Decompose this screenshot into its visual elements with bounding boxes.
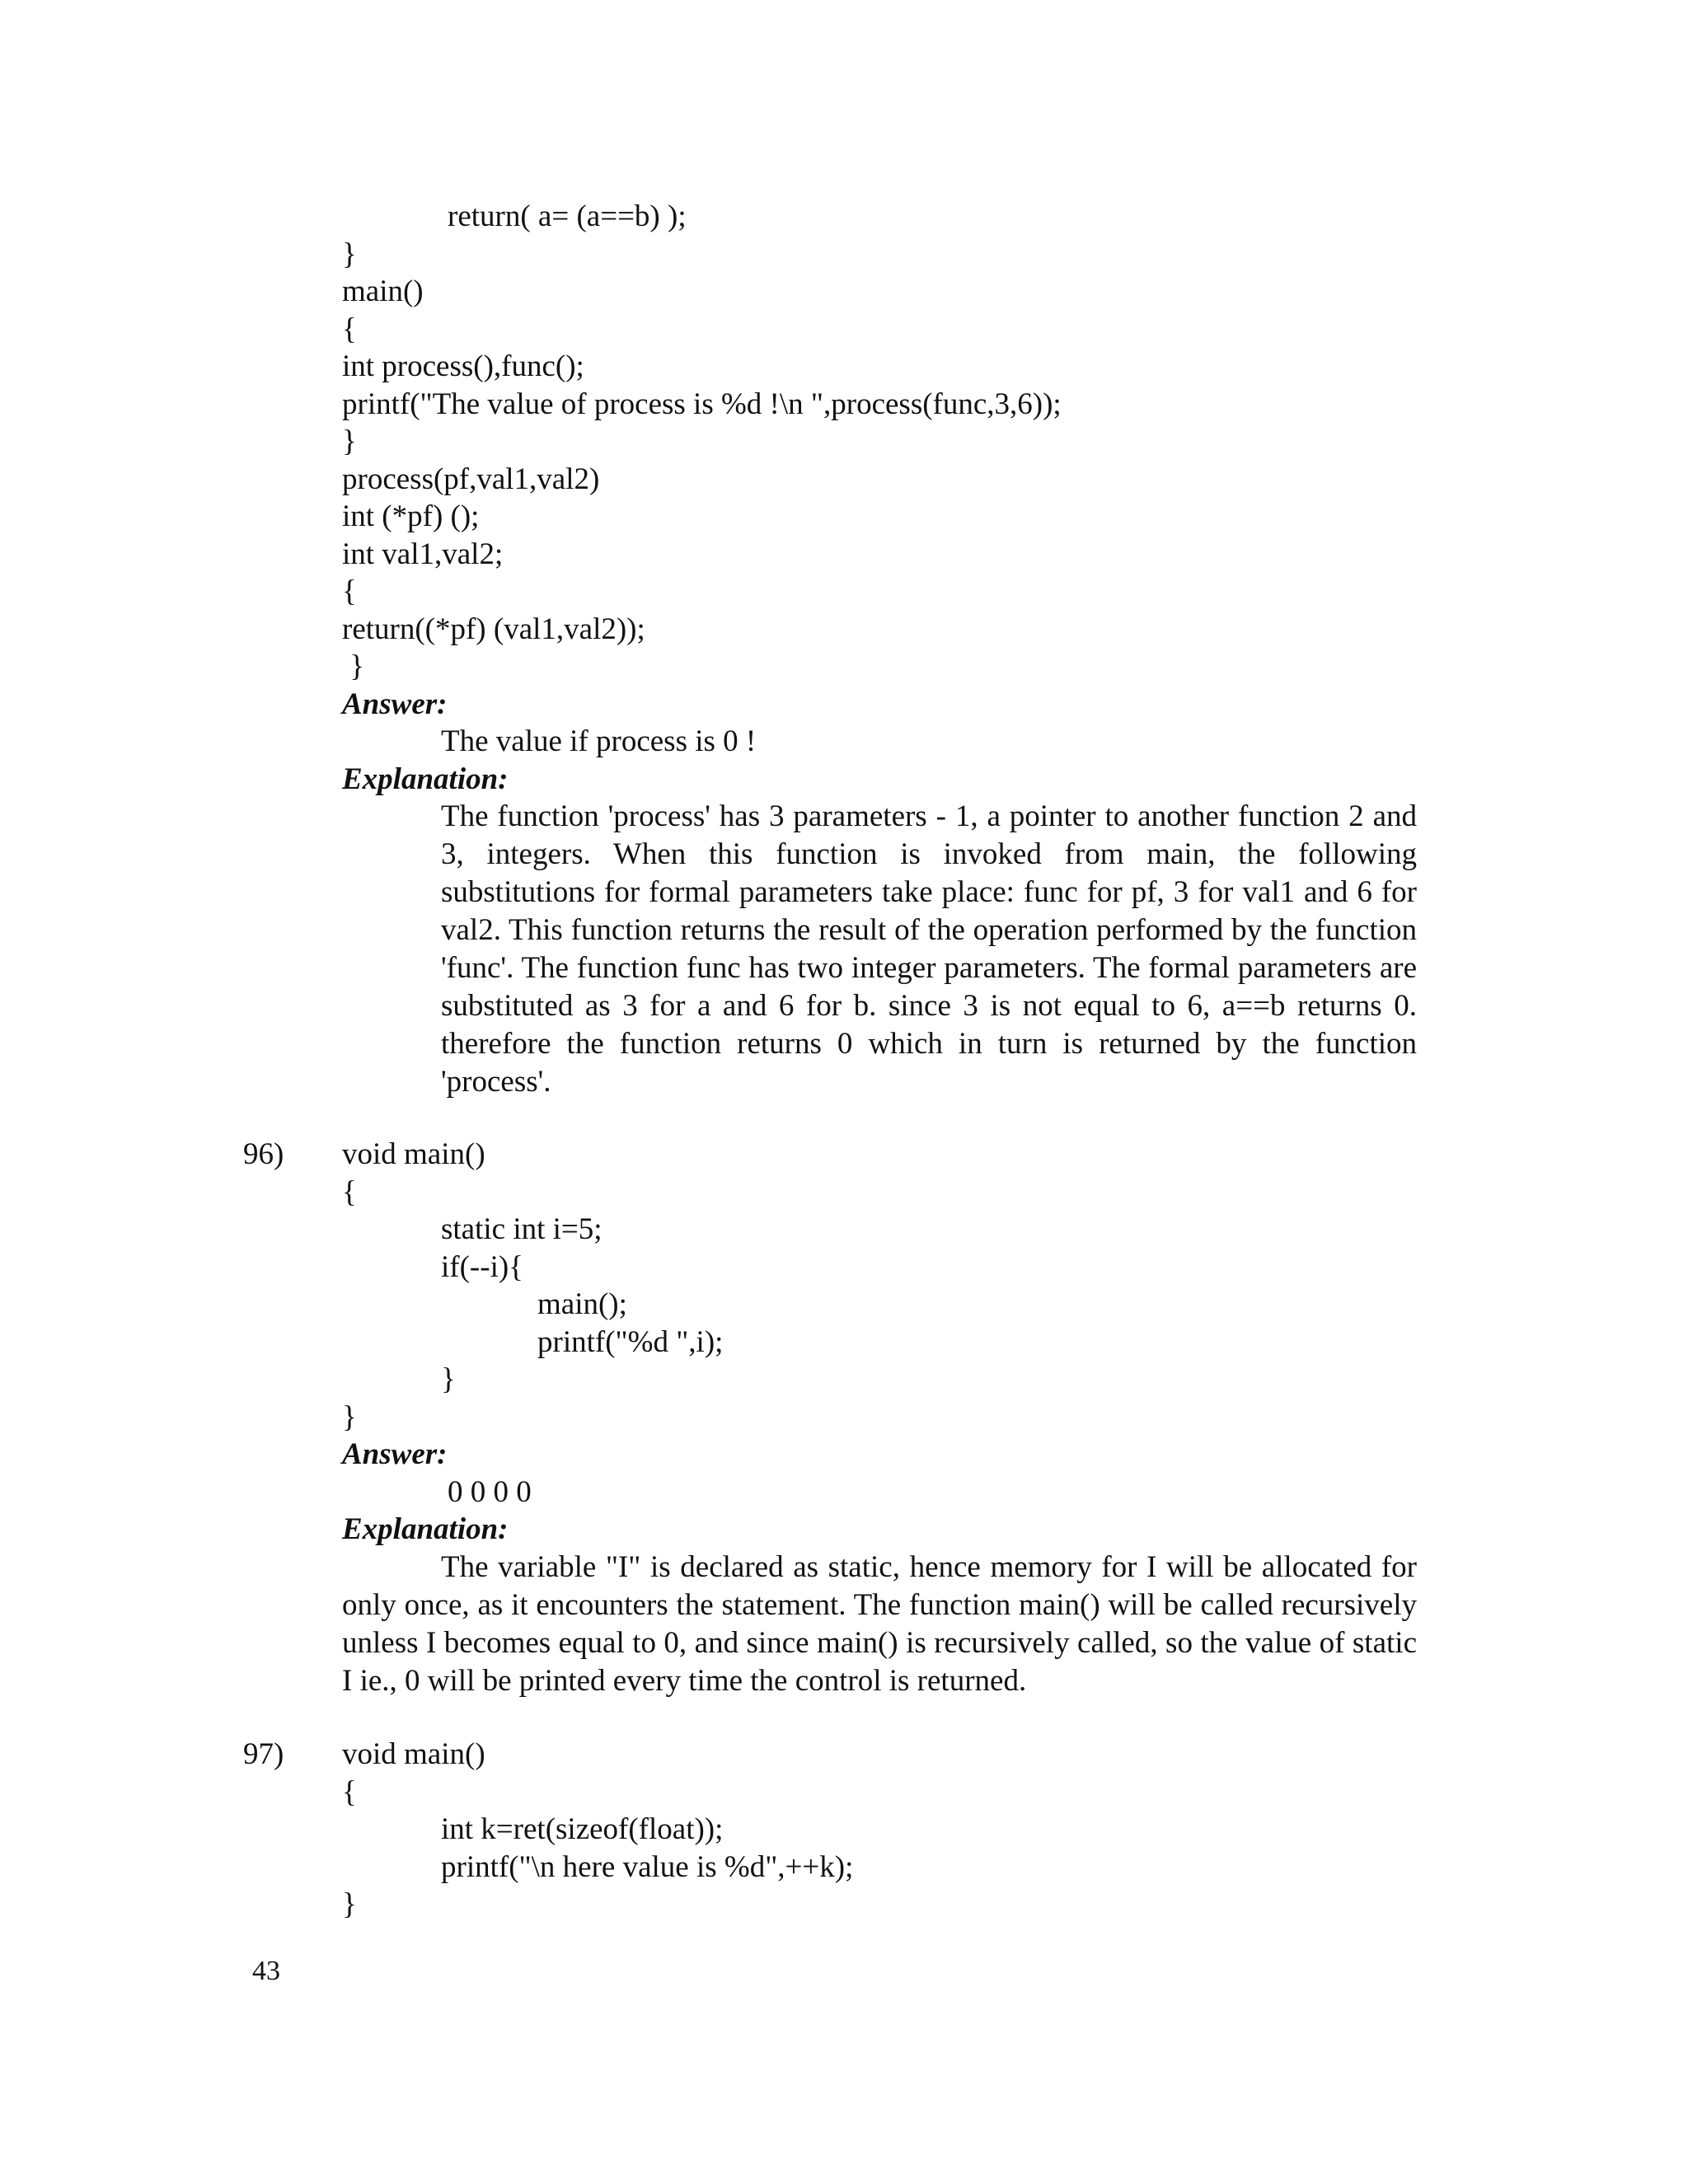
answer-text: The value if process is 0 ! — [441, 724, 757, 758]
explanation-heading: Explanation: — [342, 1512, 509, 1546]
answer-heading: Answer: — [342, 687, 448, 721]
code-line: } — [441, 1362, 456, 1396]
code-line: } — [342, 237, 357, 271]
code-line: return( a= (a==b) ); — [448, 199, 687, 233]
code-line: static int i=5; — [441, 1212, 603, 1246]
code-line: { — [342, 1775, 357, 1809]
code-line: process(pf,val1,val2) — [342, 462, 600, 496]
question-number: 96) — [243, 1137, 284, 1171]
code-line: void main() — [342, 1137, 485, 1171]
code-line: } — [342, 649, 365, 683]
explanation-heading: Explanation: — [342, 762, 509, 796]
code-line: } — [342, 1887, 357, 1921]
code-line: int val1,val2; — [342, 537, 504, 571]
code-line: void main() — [342, 1737, 485, 1771]
answer-text: 0 0 0 0 — [448, 1475, 532, 1509]
explanation-paragraph: The function 'process' has 3 parameters - 1, a pointer to another function 2 and 3, integers. When this function is invoked from main, the following substitutions for formal parameters take place: func for pf, 3 for val1 and 6 for val2. This function returns the result of the operation performed by the function 'func'. The function func has two integer parameters. The formal parameters are substituted as 3 for a and 6 for b. since 3 is not equal to 6, a==b returns 0. therefore the function returns 0 which in turn is returned by the function 'process'. — [441, 799, 1417, 1099]
code-line: main(); — [537, 1287, 627, 1321]
code-line: main() — [342, 274, 424, 308]
code-line: return((*pf) (val1,val2)); — [342, 612, 645, 646]
code-line: int (*pf) (); — [342, 499, 480, 533]
code-line: { — [342, 1175, 357, 1209]
page-number: 43 — [252, 1956, 280, 1986]
code-line: printf("The value of process is %d !\n ",process(func,3,6)); — [342, 387, 1062, 421]
answer-heading: Answer: — [342, 1437, 448, 1471]
code-line: { — [342, 574, 357, 608]
code-line: } — [342, 1400, 357, 1434]
code-line: } — [342, 424, 357, 458]
code-line: int k=ret(sizeof(float)); — [441, 1812, 724, 1846]
code-line: printf("%d ",i); — [537, 1325, 724, 1359]
code-line: { — [342, 312, 357, 346]
question-number: 97) — [243, 1737, 284, 1771]
code-line: if(--i){ — [441, 1250, 523, 1284]
code-line: int process(),func(); — [342, 349, 584, 383]
code-line: printf("\n here value is %d",++k); — [441, 1850, 854, 1884]
explanation-paragraph: The variable "I" is declared as static, hence memory for I will be allocated for only once, as it encounters the statement. The function main() will be called recursively unless I becomes equal to 0, and since main() is recursively called, so the value of static I ie., 0 will be printed every time the control is returned. — [342, 1550, 1417, 1698]
